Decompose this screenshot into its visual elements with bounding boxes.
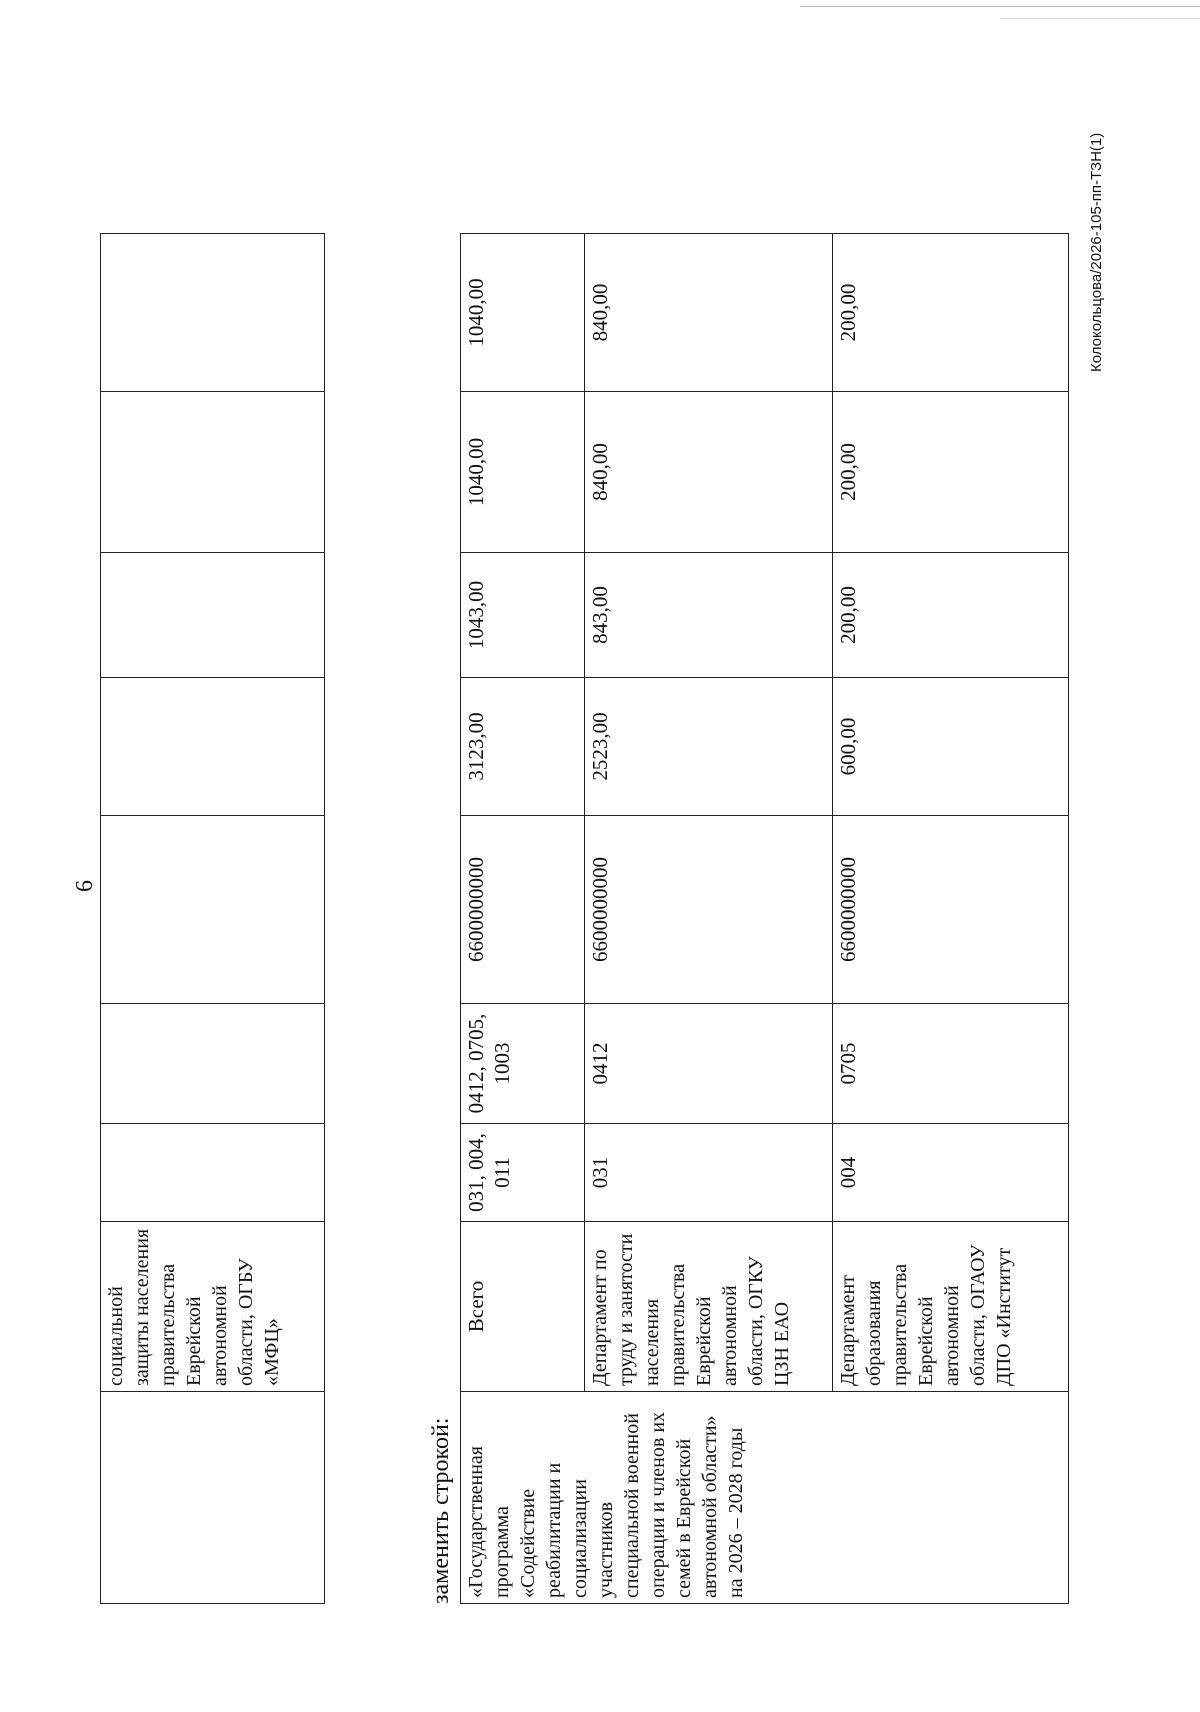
y2028-cell-empty [101, 234, 325, 392]
y2026-cell-empty [101, 553, 325, 678]
program-cell-empty [101, 1392, 325, 1604]
csr-cell: 6600000000 [585, 816, 833, 1004]
executor-cell: социальной защиты населения правительства Еврейской автономной области, ОГБУ «МФЦ» [101, 1222, 325, 1392]
replace-label: заменить строкой: [428, 1417, 454, 1604]
executor-cell: Департамент образования правительства Еврейской автономной области, ОГАОУ ДПО «Институт [833, 1222, 1069, 1392]
program-cell: «Государственная программа «Содействие реабилитации и социализации участников специальной военной операции и членов их семей в Еврейской автономной области» на 2026 – 2028 годы [461, 1392, 1069, 1604]
table-previous-row [100, 233, 325, 1604]
table-new-row [460, 233, 1069, 1604]
y2027-cell: 1040,00 [461, 392, 585, 553]
executor-cell: Всего [461, 1222, 585, 1392]
y2028-cell: 1040,00 [461, 234, 585, 392]
grbs-cell: 031 [585, 1124, 833, 1222]
grbs-cell-empty [101, 1124, 325, 1222]
y2027-cell: 840,00 [585, 392, 833, 553]
rzpr-cell: 0412 [585, 1004, 833, 1124]
footer-document-code: Колокольцова/2026-105-пп-ТЗН(1) [1088, 132, 1105, 372]
executor-cell: Департамент по труду и занятости населения правительства Еврейской автономной области, ОГКУ ЦЗН ЕАО [585, 1222, 833, 1392]
total-cell: 3123,00 [461, 678, 585, 816]
csr-cell: 6600000000 [833, 816, 1069, 1004]
y2026-cell: 200,00 [833, 553, 1069, 678]
table-row [461, 234, 585, 1604]
y2027-cell: 200,00 [833, 392, 1069, 553]
total-cell-empty [101, 678, 325, 816]
y2026-cell: 843,00 [585, 553, 833, 678]
y2027-cell-empty [101, 392, 325, 553]
csr-cell: 6600000000 [461, 816, 585, 1004]
grbs-cell: 031, 004, 011 [461, 1124, 585, 1222]
rzpr-cell: 0705 [833, 1004, 1069, 1124]
rzpr-cell-empty [101, 1004, 325, 1124]
total-cell: 2523,00 [585, 678, 833, 816]
y2026-cell: 1043,00 [461, 553, 585, 678]
page-number: 6 [72, 880, 98, 892]
y2028-cell: 200,00 [833, 234, 1069, 392]
total-cell: 600,00 [833, 678, 1069, 816]
csr-cell-empty [101, 816, 325, 1004]
grbs-cell: 004 [833, 1124, 1069, 1222]
table-row [101, 234, 325, 1604]
y2028-cell: 840,00 [585, 234, 833, 392]
rzpr-cell: 0412, 0705, 1003 [461, 1004, 585, 1124]
